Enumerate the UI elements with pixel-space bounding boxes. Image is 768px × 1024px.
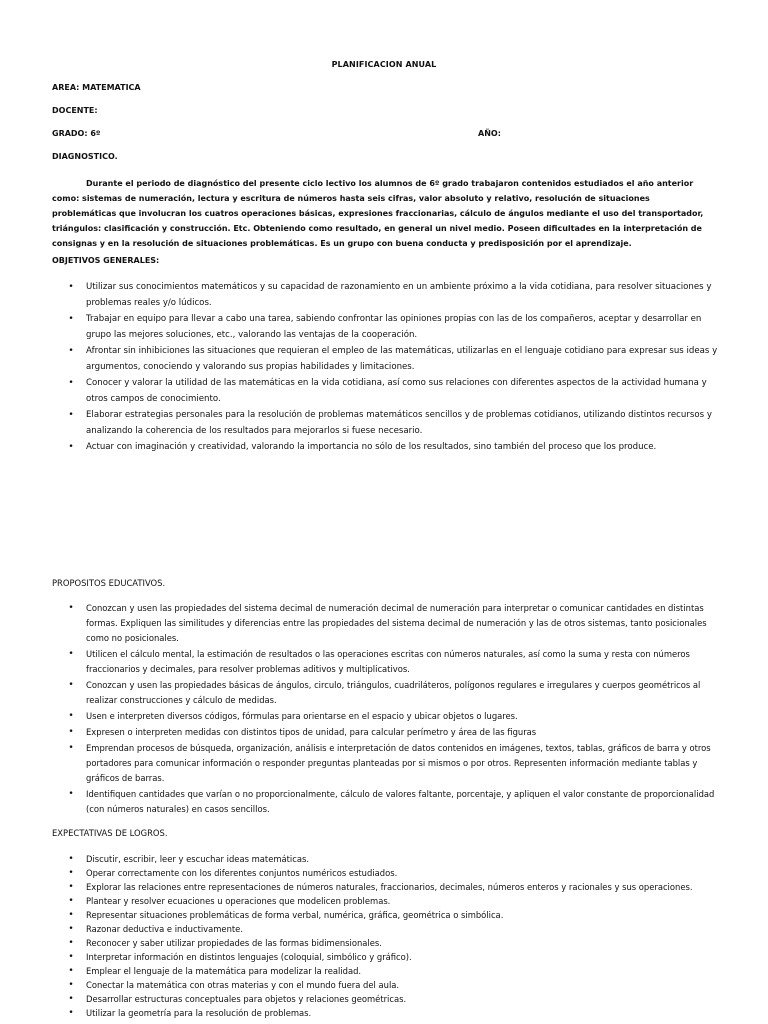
list-item	[52, 978, 722, 992]
list-item-text: Usen e interpreten diversos códigos, fórmulas para orientarse en el espacio y ubicar objetos o lugares.	[86, 711, 518, 721]
list-item-text: Conozcan y usen las propiedades básicas de ángulos, circulo, triángulos, cuadriláteros, polígonos regulares e irregulares y cuerpos geométricos al realizar construcciones y cálculo de medidas.	[86, 680, 701, 705]
bullet-icon: •	[68, 649, 74, 659]
bullet-icon: •	[68, 882, 74, 892]
bullet-icon: •	[68, 910, 74, 920]
bullet-icon: •	[68, 743, 74, 753]
list-item	[52, 376, 722, 407]
bullet-icon: •	[68, 1008, 74, 1018]
bullet-icon: •	[68, 680, 74, 690]
bullet-icon: •	[68, 314, 74, 324]
diagnostico-heading: DIAGNOSTICO.	[52, 152, 118, 161]
grado-field: GRADO: 6º	[52, 129, 101, 138]
list-item	[52, 1006, 722, 1020]
list-item	[52, 344, 722, 375]
list-item-text: Elaborar estrategias personales para la resolución de problemas matemáticos sencillos y de problemas cotidianos, utilizando distintos recursos y analizando la coherencia de los resultados para mejorarlos si fuese necesario.	[86, 410, 712, 436]
list-item	[52, 647, 722, 677]
list-item-text: Conocer y valorar la utilidad de las matemáticas en la vida cotidiana, así como sus relaciones con diferentes aspectos de la actividad humana y otros campos de conocimiento.	[86, 378, 707, 404]
expectativas-heading: EXPECTATIVAS DE LOGROS.	[52, 828, 168, 838]
list-item	[52, 408, 722, 439]
diagnostico-paragraph: Durante el periodo de diagnóstico del presente ciclo lectivo los alumnos de 6º grado trabajaron contenidos estudiados el año anterior como: sistemas de numeración, lectura y escritura de números hasta seis cifras, valor absoluto y relativo, resolución de situaciones problemáticas que involucran los cuatros operaciones básicas, expresiones fraccionarias, cálculo de ángulos mediante el uso del transportador, triángulos: clasificación y construcción. Etc. Obteniendo como resultado, en general un nivel medio. Poseen dificultades en la interpretación de consignas y en la resolución de situaciones problemáticas. Es un grupo con buena conducta y predisposición por el aprendizaje.	[52, 179, 704, 248]
list-item	[52, 678, 722, 708]
list-item-text: Reconocer y saber utilizar propiedades de las formas bidimensionales.	[86, 938, 382, 948]
bullet-icon: •	[68, 980, 74, 990]
bullet-icon: •	[68, 966, 74, 976]
bullet-icon: •	[68, 854, 74, 864]
ano-field: AÑO:	[478, 129, 501, 138]
list-item-text: Identifiquen cantidades que varían o no proporcionalmente, cálculo de valores faltante, porcentaje, y apliquen el valor constante de proporcionalidad (con números naturales) en casos sencillos.	[86, 789, 715, 814]
list-item	[52, 992, 722, 1006]
list-item	[52, 725, 722, 740]
list-item-text: Emplear el lenguaje de la matemática para modelizar la realidad.	[86, 966, 362, 976]
list-item-text: Explorar las relaciones entre representaciones de números naturales, fraccionarios, decimales, números enteros y racionales y sus operaciones.	[86, 882, 693, 892]
list-item-text: Conectar la matemática con otras materias y con el mundo fuera del aula.	[86, 980, 400, 990]
bullet-icon: •	[68, 410, 74, 420]
list-item-text: Utilizar la geometría para la resolución de problemas.	[86, 1008, 312, 1018]
bullet-icon: •	[68, 442, 74, 452]
list-item	[52, 852, 722, 866]
area-field: AREA: MATEMATICA	[52, 83, 141, 92]
bullet-icon: •	[68, 868, 74, 878]
bullet-icon: •	[68, 603, 74, 613]
bullet-icon: •	[68, 282, 74, 292]
bullet-icon: •	[68, 711, 74, 721]
list-item	[52, 866, 722, 880]
bullet-icon: •	[68, 938, 74, 948]
list-item	[52, 950, 722, 964]
bullet-icon: •	[68, 378, 74, 388]
list-item-text: Utilicen el cálculo mental, la estimación de resultados o las operaciones escritas con números naturales, así como la suma y resta con números fraccionarios y decimales, para resolver problemas aditivos y multiplicativos.	[86, 649, 690, 674]
propositos-heading: PROPOSITOS EDUCATIVOS.	[52, 578, 166, 588]
list-item-text: Desarrollar estructuras conceptuales para objetos y relaciones geométricas.	[86, 994, 407, 1004]
list-item	[52, 312, 722, 343]
docente-field: DOCENTE:	[52, 106, 98, 115]
list-item	[52, 440, 722, 456]
bullet-icon: •	[68, 727, 74, 737]
list-item-text: Conozcan y usen las propiedades del sistema decimal de numeración decimal de numeración para interpretar o comunicar cantidades en distintas formas. Expliquen las similitudes y diferencias entre las propiedades del sistema decimal de numeración y las de otros sistemas, tanto posicionales como no posicionales.	[86, 603, 707, 643]
list-item	[52, 741, 722, 786]
list-item-text: Plantear y resolver ecuaciones u operaciones que modelicen problemas.	[86, 896, 391, 906]
list-item-text: Afrontar sin inhibiciones las situaciones que requieran el empleo de las matemáticas, utilizarlas en el lenguaje cotidiano para expresar sus ideas y argumentos, conociendo y valorando sus propias habilidades y limitaciones.	[86, 346, 718, 372]
list-item-text: Razonar deductiva e inductivamente.	[86, 924, 243, 934]
list-item-text: Operar correctamente con los diferentes conjuntos numéricos estudiados.	[86, 868, 398, 878]
document-title: PLANIFICACION ANUAL	[331, 60, 437, 69]
list-item-text: Actuar con imaginación y creatividad, valorando la importancia no sólo de los resultados, sino también del proceso que los produce.	[86, 442, 657, 452]
list-item	[52, 709, 722, 724]
list-item-text: Discutir, escribir, leer y escuchar ideas matemáticas.	[86, 854, 310, 864]
list-item	[52, 894, 722, 908]
bullet-icon: •	[68, 952, 74, 962]
bullet-icon: •	[68, 789, 74, 799]
objetivos-list	[52, 280, 722, 457]
expectativas-list	[52, 852, 722, 1020]
list-item	[52, 787, 722, 817]
list-item-text: Interpretar información en distintos lenguajes (coloquial, simbólico y gráfico).	[86, 952, 412, 962]
bullet-icon: •	[68, 924, 74, 934]
list-item-text: Trabajar en equipo para llevar a cabo una tarea, sabiendo confrontar las opiniones propias con las de los compañeros, aceptar y desarrollar en grupo las mejores soluciones, etc., valorando las ventajas de la cooperación.	[86, 314, 702, 340]
objetivos-heading: OBJETIVOS GENERALES:	[52, 256, 160, 265]
propositos-list	[52, 601, 722, 818]
list-item	[52, 922, 722, 936]
list-item-text: Emprendan procesos de búsqueda, organización, análisis e interpretación de datos contenidos en imágenes, textos, tablas, gráficos de barra y otros portadores para comunicar información o responder preguntas planteadas por si mismos o por otros. Representen información mediante tablas y gráficos de barras.	[86, 743, 711, 783]
list-item-text: Utilizar sus conocimientos matemáticos y su capacidad de razonamiento en un ambiente próximo a la vida cotidiana, para resolver situaciones y problemas reales y/o lúdicos.	[86, 282, 712, 308]
bullet-icon: •	[68, 346, 74, 356]
list-item	[52, 964, 722, 978]
list-item-text: Representar situaciones problemáticas de forma verbal, numérica, gráfica, geométrica o simbólica.	[86, 910, 504, 920]
bullet-icon: •	[68, 896, 74, 906]
list-item	[52, 936, 722, 950]
list-item	[52, 908, 722, 922]
list-item	[52, 601, 722, 646]
list-item-text: Expresen o interpreten medidas con distintos tipos de unidad, para calcular perímetro y área de las figuras	[86, 727, 537, 737]
list-item	[52, 880, 722, 894]
list-item	[52, 280, 722, 311]
bullet-icon: •	[68, 994, 74, 1004]
